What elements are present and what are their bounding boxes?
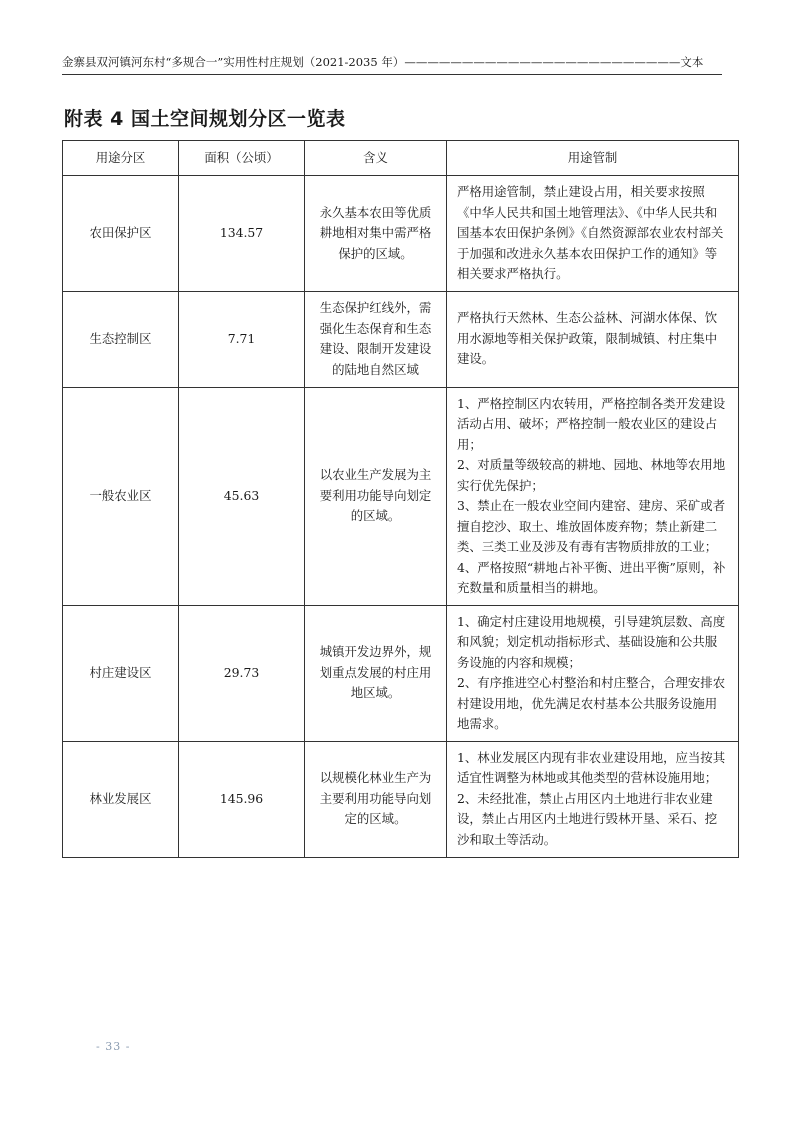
management-item: 严格用途管制，禁止建设占用，相关要求按照《中华人民共和国土地管理法》、《中华人民共和国基本农田保护条例》《自然资源部农业农村部关于加强和改进永久基本农田保护工作的通知》等相关要求严格执行。 (457, 184, 724, 281)
column-header-area: 面积（公顷） (179, 141, 305, 176)
management-item: 4、严格按照“耕地占补平衡、进出平衡”原则，补充数量和质量相当的耕地。 (457, 559, 726, 595)
zone-name-cell: 农田保护区 (63, 176, 179, 292)
zone-name-cell: 村庄建设区 (63, 605, 179, 741)
table-row (63, 176, 739, 292)
zoning-table (62, 140, 739, 858)
zone-name-cell: 林业发展区 (63, 741, 179, 857)
zone-area-cell: 145.96 (179, 741, 305, 857)
management-item: 3、禁止在一般农业空间内建窑、建房、采矿或者擅自挖沙、取土、堆放固体废弃物；禁止新建二类、三类工业及涉及有毒有害物质排放的工业； (457, 498, 726, 554)
management-item: 2、有序推进空心村整治和村庄整合，合理安排农村建设用地，优先满足农村基本公共服务设施用地需求。 (457, 675, 726, 731)
table-header-row (63, 141, 739, 176)
zone-management-cell (447, 605, 739, 741)
zone-meaning-cell: 生态保护红线外，需强化生态保育和生态建设、限制开发建设的陆地自然区域 (305, 291, 447, 387)
zone-meaning-cell: 城镇开发边界外，规划重点发展的村庄用地区域。 (305, 605, 447, 741)
zone-management-cell (447, 387, 739, 605)
zone-meaning-cell: 以规模化林业生产为主要利用功能导向划定的区域。 (305, 741, 447, 857)
zone-management-cell (447, 741, 739, 857)
zone-area-cell: 134.57 (179, 176, 305, 292)
page-number: - 33 - (96, 1040, 131, 1053)
zone-meaning-cell: 以农业生产发展为主要利用功能导向划定的区域。 (305, 387, 447, 605)
column-header-management: 用途管制 (447, 141, 739, 176)
management-item: 1、严格控制区内农转用，严格控制各类开发建设活动占用、破坏；严格控制一般农业区的建设占用； (457, 395, 726, 452)
running-header: 金寨县双河镇河东村“多规合一”实用性村庄规划（2021-2035 年）————————————————————————文本 (62, 55, 704, 69)
table-title: 附表 4 国土空间规划分区一览表 (64, 108, 346, 130)
header-rule (62, 74, 722, 75)
table-row (63, 387, 739, 605)
table-row (63, 291, 739, 387)
zone-area-cell: 45.63 (179, 387, 305, 605)
management-item: 1、确定村庄建设用地规模，引导建筑层数、高度和风貌；划定机动指标形式、基础设施和公共服务设施的内容和规模； (457, 613, 726, 670)
zone-area-cell: 7.71 (179, 291, 305, 387)
table-row (63, 605, 739, 741)
zone-name-cell: 一般农业区 (63, 387, 179, 605)
table-row (63, 741, 739, 857)
zone-name-cell: 生态控制区 (63, 291, 179, 387)
management-item: 1、林业发展区内现有非农业建设用地，应当按其适宜性调整为林地或其他类型的营林设施用地； (457, 749, 726, 786)
management-item: 2、未经批准，禁止占用区内土地进行非农业建设，禁止占用区内土地进行毁林开垦、采石、挖沙和取土等活动。 (457, 790, 718, 847)
column-header-meaning: 含义 (305, 141, 447, 176)
zone-meaning-cell: 永久基本农田等优质耕地相对集中需严格保护的区域。 (305, 176, 447, 292)
zone-management-cell (447, 176, 739, 292)
zone-management-cell (447, 291, 739, 387)
zone-area-cell: 29.73 (179, 605, 305, 741)
column-header-zone: 用途分区 (63, 141, 179, 176)
management-item: 严格执行天然林、生态公益林、河湖水体保、饮用水源地等相关保护政策，限制城镇、村庄集中建设。 (457, 310, 718, 367)
management-item: 2、对质量等级较高的耕地、园地、林地等农用地实行优先保护； (457, 457, 726, 493)
